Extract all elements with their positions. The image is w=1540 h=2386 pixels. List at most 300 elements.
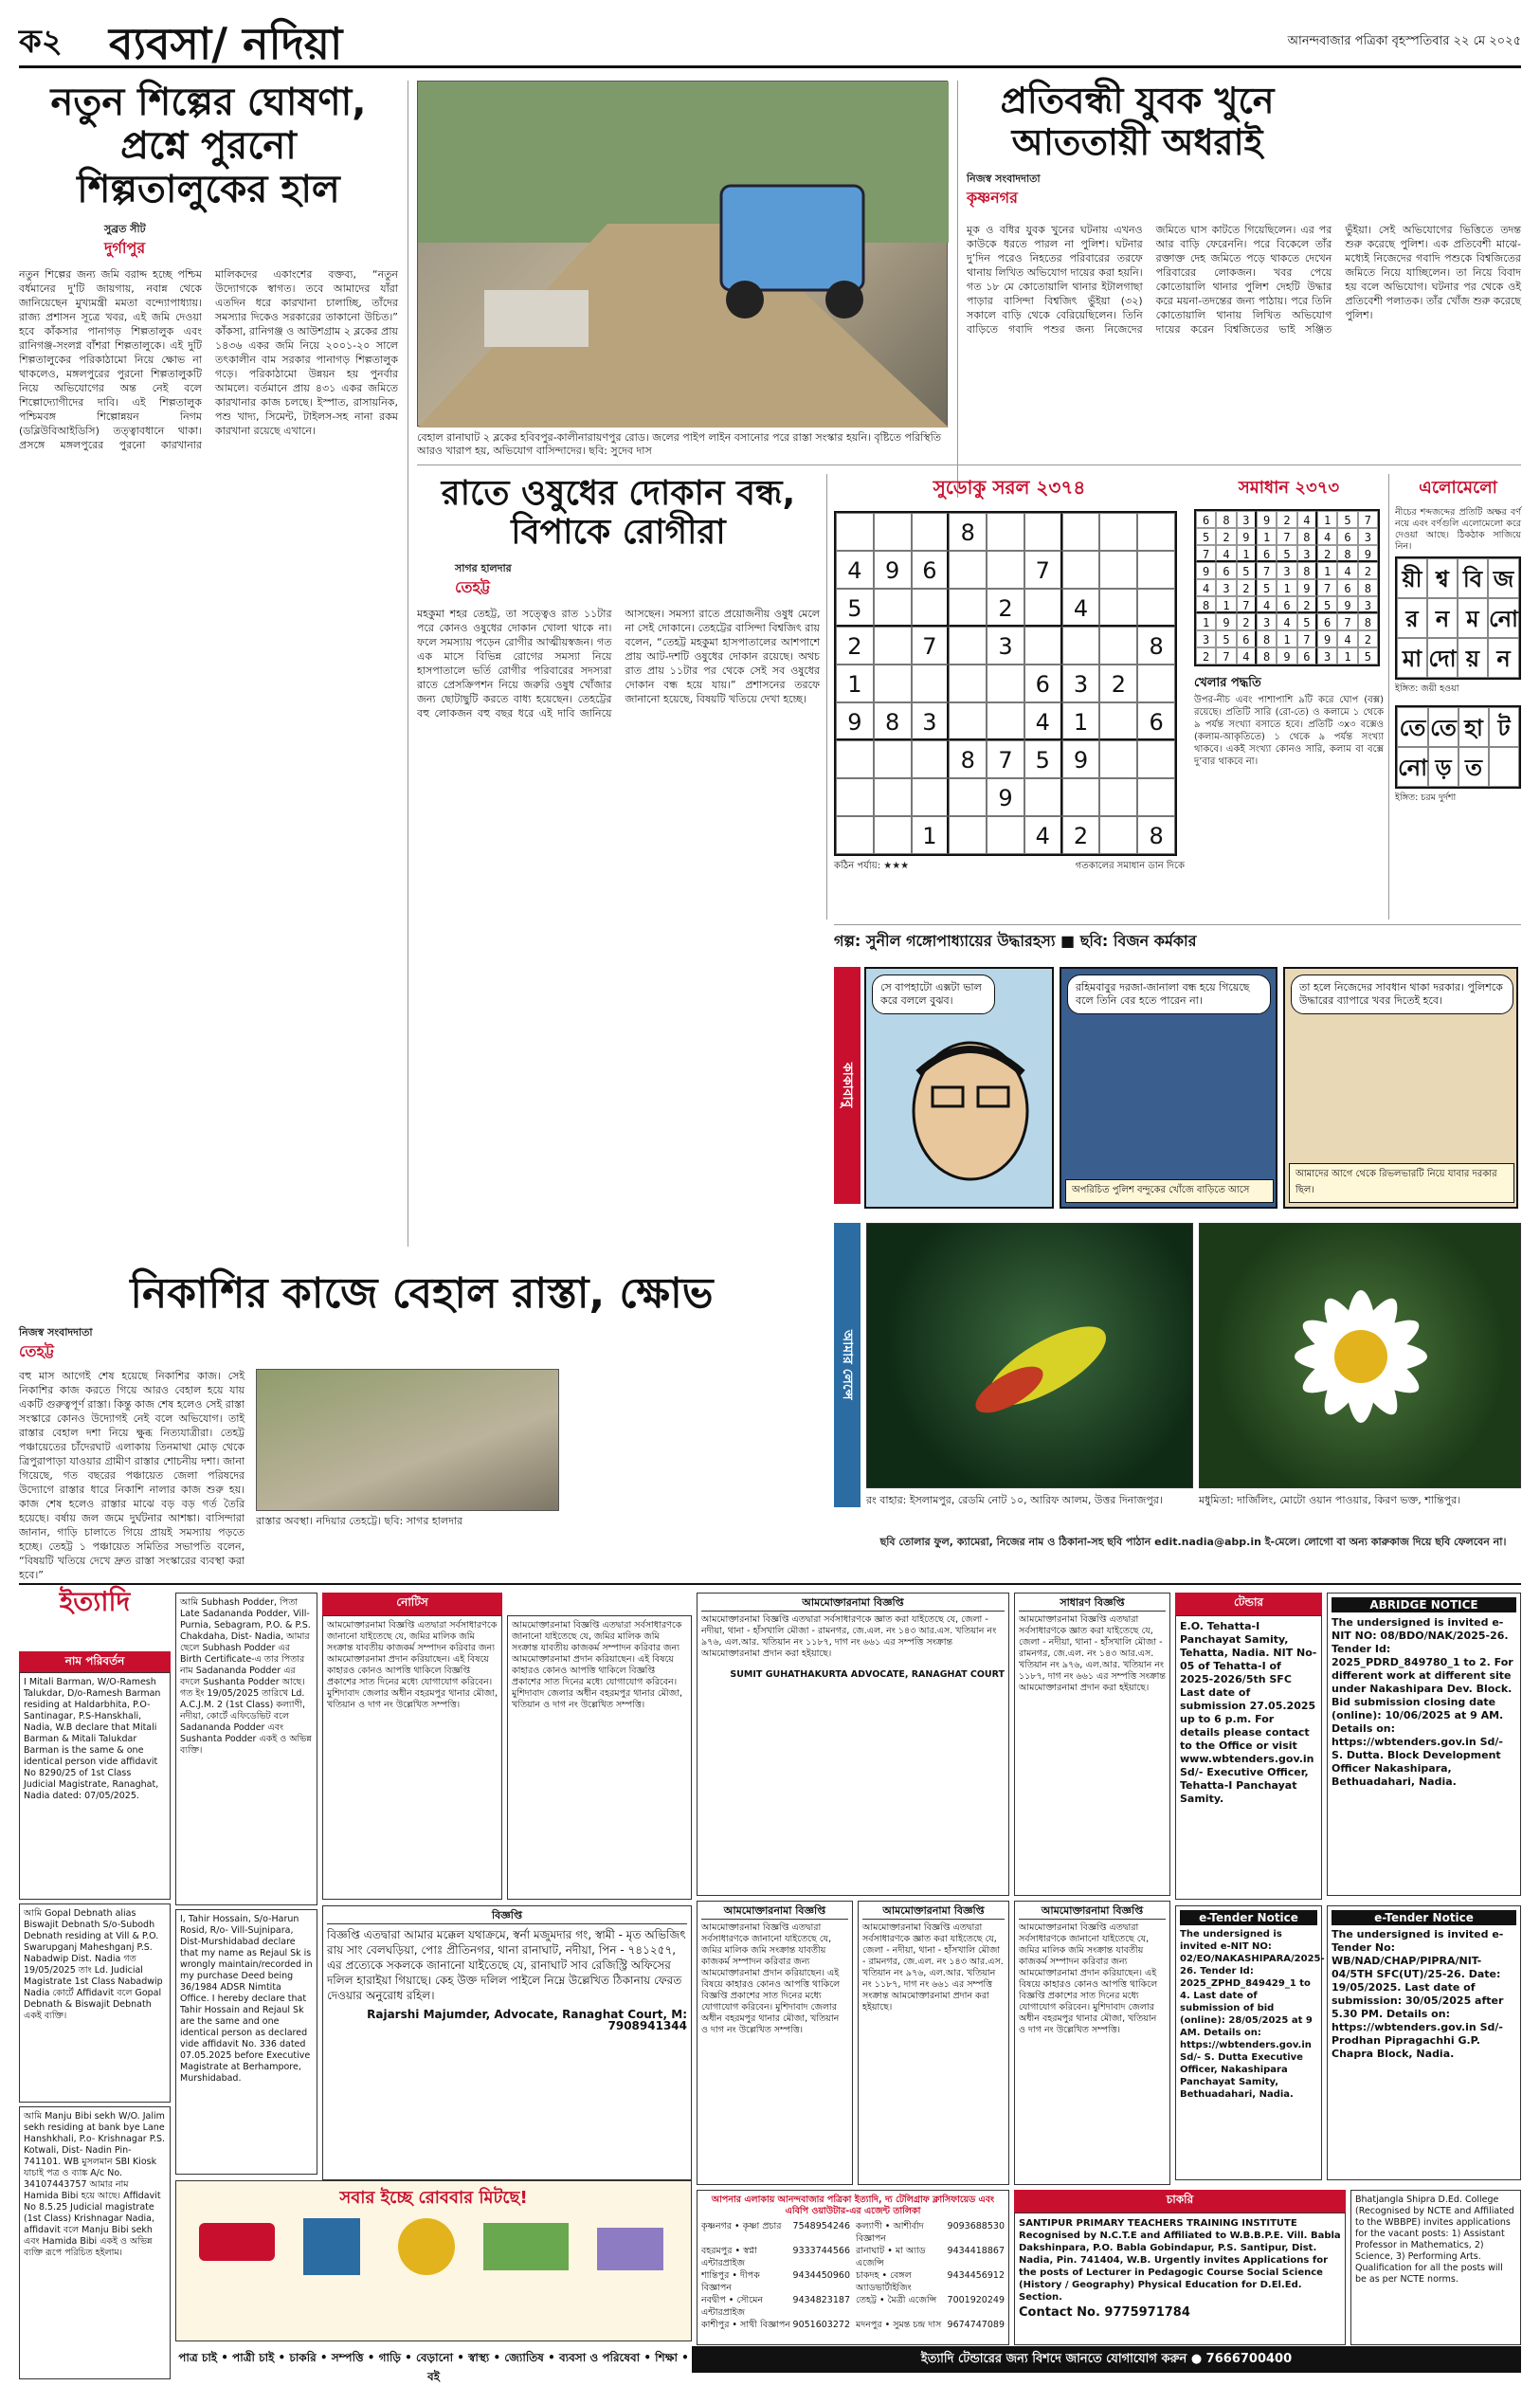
- solution-cell: 1: [1216, 596, 1236, 613]
- sudoku-cell[interactable]: 6: [912, 551, 950, 589]
- solution-cell: 8: [1216, 511, 1236, 528]
- notice-title: নোটিস: [322, 1593, 502, 1615]
- sudoku-cell[interactable]: 4: [1024, 816, 1062, 854]
- solution-cell: 4: [1317, 528, 1337, 545]
- solution-cell: 2: [1216, 528, 1236, 545]
- sudoku-cell[interactable]: 7: [912, 627, 950, 665]
- jumble-description: নীচের শব্দজব্দের প্রতিটি অক্ষর বর্ণ নয়ে এবং বর্ণগুলি এলোমেলো করে দেওয়া আছে। ঠিকঠাক সাজিয়ে নিন।: [1395, 507, 1521, 552]
- classifieds: [19, 1586, 1521, 2383]
- solution-cell: 7: [1337, 613, 1357, 630]
- solution-cell: 4: [1237, 647, 1257, 665]
- story-new-industry: [19, 81, 398, 1247]
- sudoku-cell[interactable]: [987, 665, 1024, 702]
- solution-cell: 6: [1257, 545, 1277, 562]
- sudoku-cell[interactable]: [1024, 589, 1062, 627]
- sudoku-cell[interactable]: [949, 551, 987, 589]
- sudoku-cell[interactable]: [987, 702, 1024, 740]
- jumble-cell[interactable]: ট: [1489, 707, 1519, 747]
- story-body-part2: [571, 1369, 824, 1568]
- sudoku-cell[interactable]: [1062, 778, 1100, 816]
- sudoku-cell[interactable]: [1099, 627, 1137, 665]
- photo-caption-2: মধুমিতা: দার্জিলিং, মোটো ওয়ান পাওয়ার, কিরণ ভক্ত, শান্তিপুর।: [1199, 1494, 1461, 1506]
- solution-cell: 6: [1317, 613, 1337, 630]
- solution-cell: 7: [1257, 562, 1277, 579]
- story-road-damage: [19, 1269, 824, 1581]
- sudoku-cell[interactable]: [949, 627, 987, 665]
- section-title: ব্যবসা/ নদিয়া: [109, 18, 343, 69]
- sudoku-cell[interactable]: [912, 665, 950, 702]
- jumble-cell[interactable]: য়ী: [1397, 558, 1427, 598]
- jumble-cell[interactable]: জ: [1488, 558, 1519, 598]
- solution-cell: 4: [1337, 562, 1357, 579]
- solution-cell: 7: [1237, 596, 1257, 613]
- sudoku-grid[interactable]: [834, 511, 1177, 856]
- solution-cell: 5: [1277, 545, 1296, 562]
- ad-title: আমমোক্তারনামা বিজ্ঞপ্তি: [701, 1905, 848, 1920]
- ad-name-change-4: আমি Subhash Podder, পিতা Late Sadananda Podder, Vill- Purnia, Sebagram, P.O. & P.S. Chakdaha, Dist- Nadia, আমার ছেলে Subhash Podder এর Birth Certificate-এ তার পিতার নাম Sadananda Podder এর বদলে Sushanta Podder আছে। গত ইং 19/05/2025 তারিখে Ld. A.C.J.M. 2 (1st Class) কল্যাণী, নদীয়া, কোর্টে এফিডেভিট বলে Sadananda Podder এবং Sushanta Podder একই ও অভিন্ন ব্যক্তি।: [175, 1593, 317, 1905]
- road-photo-block: [256, 1369, 559, 1568]
- ad-etender-notice: [1175, 1905, 1325, 2180]
- agent-area: নবদ্বীপ • সৌমেন এন্টারপ্রাইজ: [701, 2295, 764, 2318]
- agent-entry: [856, 2245, 1005, 2269]
- comic-panel-1: [864, 967, 1054, 1209]
- promo-sunday: [175, 2180, 692, 2341]
- solution-cell: 8: [1337, 545, 1357, 562]
- agent-phone: 9051603272: [792, 2320, 850, 2330]
- sudoku-title: সুডোকু সরল ২৩৭৪: [933, 476, 1086, 499]
- comic-side-label: কাকাবাবু: [834, 967, 861, 1204]
- solution-cell: 9: [1317, 630, 1337, 647]
- jumble-cell[interactable]: ন: [1488, 638, 1519, 678]
- jumble-cell[interactable]: র: [1397, 598, 1427, 638]
- ad-title: আমমোক্তারনামা বিজ্ঞপ্তি: [701, 1597, 1005, 1612]
- sudoku-cell[interactable]: [912, 513, 950, 551]
- solution-grid: [1194, 509, 1380, 666]
- ad-title: আমমোক্তারনামা বিজ্ঞপ্তি: [862, 1905, 1005, 1920]
- story-headline: প্রতিবন্ধী যুবক খুনে আততায়ী অধরাই: [1000, 80, 1275, 163]
- sudoku-cell[interactable]: [1099, 589, 1137, 627]
- sudoku-cell[interactable]: [912, 778, 950, 816]
- solution-cell: 2: [1237, 579, 1257, 596]
- agent-entry: [856, 2294, 1005, 2319]
- sudoku-cell[interactable]: 9: [987, 778, 1024, 816]
- solution-cell: 3: [1216, 579, 1236, 596]
- ad-text: The undersigned is invited e-NIT NO: 08/BDO/NAK/2025-26. Tender Id: 2025_PDRD_849780_1 to 2. For different work at different site under Nakashipara Dev. Block. Bid submission closing date (online): 10/06/2025 at 9 AM. Details on: https://wbtenders.gov.in Sd/- S. Dutta. Block Development Officer Nakashipara, Bethuadahari, Nadia.: [1332, 1616, 1513, 1788]
- ad-abridge-notice-1: [1327, 1593, 1521, 1896]
- sudoku-cell[interactable]: 4: [1024, 702, 1062, 740]
- ad-title: আমমোক্তারনামা বিজ্ঞপ্তি: [1019, 1905, 1166, 1920]
- solution-cell: 2: [1358, 630, 1378, 647]
- sudoku-cell[interactable]: [949, 816, 987, 854]
- sudoku-section: [834, 474, 1185, 920]
- jumble-cell[interactable]: [1489, 747, 1519, 787]
- sudoku-cell[interactable]: 7: [987, 740, 1024, 778]
- sudoku-cell[interactable]: [1099, 816, 1137, 854]
- story-byline: নিজস্ব সংবাদদাতা: [19, 1325, 93, 1339]
- sudoku-cell[interactable]: [874, 627, 912, 665]
- sudoku-cell[interactable]: 9: [1062, 740, 1100, 778]
- sudoku-footnote: গতকালের সমাধান ডান দিকে: [1075, 861, 1185, 871]
- sudoku-cell[interactable]: 2: [836, 627, 874, 665]
- solution-cell: 6: [1297, 647, 1317, 665]
- story-byline: সুব্রত সীট: [104, 223, 146, 235]
- agent-phone: 9093688530: [947, 2221, 1005, 2231]
- solution-cell: 3: [1257, 613, 1277, 630]
- promo-heading: সবার ইচ্ছে রোববার মিটছে!: [339, 2188, 528, 2208]
- page-header: [19, 11, 1521, 68]
- sudoku-cell[interactable]: [1099, 551, 1137, 589]
- solution-cell: 8: [1297, 562, 1317, 579]
- agent-area: বহরমপুর • স্বপ্না এন্টারপ্রাইজ: [701, 2246, 757, 2268]
- solution-cell: 4: [1277, 613, 1296, 630]
- solution-cell: 7: [1277, 528, 1296, 545]
- ad-text: আমমোক্তারনামা বিজ্ঞপ্তি এতদ্বারা সর্বসাধারণকে জ্ঞাত করা যাইতেছে যে, জেলা - নদীয়া, থানা - হাঁসখালি মৌজা - রামনগর, জে.এল. নং ১৪৩ আর.এস. খতিয়ান নং ৯৭৬, এল.আর. খতিয়ান নং ১১৮৭, দাগ নং ৬৬১ এর সম্পত্তি সংক্রান্ত আমমোক্তারনামা প্রদান করা হইয়াছে।: [862, 1922, 1004, 2013]
- ad-etender-pipragachhi: [1327, 1905, 1521, 2180]
- solution-cell: 8: [1257, 647, 1277, 665]
- solution-cell: 3: [1196, 630, 1216, 647]
- ityadi-logo: ইত্যাদি: [59, 1586, 131, 1617]
- sudoku-cell[interactable]: [874, 589, 912, 627]
- sudoku-cell[interactable]: [836, 778, 874, 816]
- sudoku-cell[interactable]: [1062, 551, 1100, 589]
- ad-text: আমমোক্তারনামা বিজ্ঞপ্তি এতদ্বারা সর্বসাধারণকে জানানো যাইতেছে যে, জমির মালিক জমি সংক্রান্ত যাবতীয় কাজকর্ম সম্পাদন করিবার জন্য আমমোক্তারনামা প্রদান করিয়াছেন। এই বিষয়ে কাহারও কোনও আপত্তি থাকিলে বিজ্ঞপ্তি প্রকাশের সাত দিনের মধ্যে যোগাযোগ করিবেন। মুশিদাবাদ জেলার অধীন বহরমপুর থানার মৌজা, খতিয়ান ও দাগ নং উল্লেখিত সম্পত্তি।: [1019, 1922, 1158, 2035]
- ad-public-notice: [1014, 1593, 1170, 1896]
- sudoku-cell[interactable]: [912, 740, 950, 778]
- sudoku-cell[interactable]: [987, 816, 1024, 854]
- story-body: মূক ও বধির যুবক খুনের ঘটনায় এখনও কাউকে ধরতে পারল না পুলিশ। ঘটনার দু’দিন পরেও নিহতের পরিবারের তরফে থানায় লিখিত অভিযোগ দায়ের করা হয়নি। গত ১৮ মে কোতোয়ালি থানার ইটালগাছা পাড়ার বাসিন্দা বিশ্বজিৎ ভুঁইয়া (৩২) সকালে বাড়ি থেকে বেরিয়েছিলেন। তিনি বাড়িতে গবাদি পশুর জন্য নিজেদের জমিতে ঘাস কাটতে গিয়েছিলেন। এর পর আর বাড়ি ফেরেননি। পরে বিকেলে তাঁর রক্তাক্ত দেহ জমিতে পড়ে থাকতে দেখেন পরিবারের লোকজন। খবর পেয়ে কোতোয়ালি থানার পুলিশ দেহটি উদ্ধার করে ময়না-তদন্তের জন্য পাঠায়। পরে তিনি কোতোয়ালি থানায় লিখিত অভিযোগ দায়ের করেন বিশ্বজিতের ভাই সঞ্জিত ভুঁইয়া। সেই অভিযোগের ভিত্তিতে তদন্ত শুরু করেছে পুলিশ। এক প্রতিবেশী মাঝে-মধ্যেই নিজেদের গবাদি পশুকে বিশ্বজিতের জমিতে নিয়ে যাচ্ছিলেন। তা নিয়ে বিবাদ হয় বলে অভিযোগ। ঘটনার পর থেকে ওই প্রতিবেশী পলাতক। তাঁর খোঁজ শুরু করেছে পুলিশ।: [967, 224, 1521, 337]
- solution-cell: 5: [1216, 630, 1236, 647]
- sudoku-cell[interactable]: 6: [1024, 665, 1062, 702]
- story-headline: নিকাশির কাজে বেহাল রাস্তা, ক্ষোভ: [130, 1269, 714, 1318]
- solution-cell: 8: [1358, 579, 1378, 596]
- sudoku-cell[interactable]: [1099, 740, 1137, 778]
- photo-insect: [866, 1223, 1193, 1488]
- sudoku-cell[interactable]: 1: [1062, 702, 1100, 740]
- jumble-grid-1[interactable]: [1395, 556, 1521, 680]
- story-pharmacy-closed: [417, 474, 820, 920]
- speech-bubble-2: রহিমবাবুর দরজা-জানালা বন্ধ হয়ে গিয়েছে বলে তিনি বের হতে পারেন না।: [1067, 974, 1271, 1014]
- sudoku-cell[interactable]: 4: [836, 551, 874, 589]
- comic-panel-2: [1060, 967, 1277, 1209]
- sudoku-cell[interactable]: 8: [949, 513, 987, 551]
- agent-area: কৃষ্ণনগর • কৃষ্ণা প্রচার: [701, 2221, 782, 2231]
- sudoku-cell[interactable]: [836, 816, 874, 854]
- solution-cell: 9: [1257, 511, 1277, 528]
- sudoku-cell[interactable]: [874, 816, 912, 854]
- solution-cell: 6: [1237, 630, 1257, 647]
- solution-cell: 1: [1196, 613, 1216, 630]
- solution-cell: 1: [1277, 579, 1296, 596]
- ad-signature: Rajarshi Majumder, Advocate, Ranaghat Court, M: 7908941344: [367, 2008, 687, 2032]
- sudoku-rating: কঠিন পর্যায়: ★★★: [834, 861, 910, 871]
- solution-cell: 9: [1358, 545, 1378, 562]
- jumble-cell[interactable]: য়: [1458, 638, 1488, 678]
- agent-phone: 9434823187: [792, 2295, 850, 2305]
- solution-cell: 4: [1196, 579, 1216, 596]
- sudoku-cell[interactable]: 7: [1024, 551, 1062, 589]
- photo-caption: রাস্তার অবস্থা। নদিয়ার তেহট্টে। ছবি: সাগর হালদার: [256, 1514, 463, 1527]
- ad-power-of-attorney-1: আমমোক্তারনামা বিজ্ঞপ্তি এতদ্বারা সর্বসাধারণকে জানানো যাইতেছে যে, জমির মালিক জমি সংক্রান্ত যাবতীয় কাজকর্ম সম্পাদন করিবার জন্য আমমোক্তারনামা প্রদান করিয়াছেন। এই বিষয়ে কাহারও কোনও আপত্তি থাকিলে বিজ্ঞপ্তি প্রকাশের সাত দিনের মধ্যে যোগাযোগ করিবেন। মুশিদাবাদ জেলার অধীন বহরমপুর থানার মৌজা, খতিয়ান ও দাগ নং উল্লেখিত সম্পত্তি।: [322, 1615, 502, 1900]
- solution-cell: 9: [1337, 596, 1357, 613]
- sudoku-cell[interactable]: [1137, 740, 1175, 778]
- sudoku-cell[interactable]: [874, 778, 912, 816]
- categories-strip: পাত্র চাই • পাত্রী চাই • চাকরি • সম্পত্তি • গাড়ি • বেড়ানো • স্বাস্থ্য • জ্যোতিষ • ব্যবসা ও পরিষেবা • শিক্ষা • বই: [178, 2351, 689, 2383]
- sudoku-cell[interactable]: [1099, 778, 1137, 816]
- sudoku-cell[interactable]: [1137, 778, 1175, 816]
- sudoku-cell[interactable]: 1: [836, 665, 874, 702]
- ad-title: e-Tender Notice: [1332, 1910, 1516, 1925]
- solution-cell: 6: [1196, 511, 1216, 528]
- solution-cell: 1: [1237, 545, 1257, 562]
- sudoku-cell[interactable]: [1099, 702, 1137, 740]
- jumble-cell[interactable]: মা: [1397, 638, 1427, 678]
- flower-illustration: [1200, 1224, 1522, 1489]
- agent-entry: [701, 2220, 850, 2245]
- jumble-hint-1: ইঙ্গিত: জয়ী হওয়া: [1395, 683, 1459, 694]
- ad-contact: Contact No. 9775971784: [1019, 2305, 1190, 2320]
- ad-job-bhatjangla: Bhatjangla Shipra D.Ed. College (Recognised by NCTE and Affiliated to the WBBPE) invites applications for the vacant posts: 1) Assistant Professor in Mathematics, 2) Science, 3) Performing Arts. Qualification for all the posts will be as per NCTE norms.: [1350, 2190, 1521, 2345]
- reader-photos: [834, 1223, 1521, 1574]
- sudoku-cell[interactable]: [949, 589, 987, 627]
- solution-cell: 8: [1358, 613, 1378, 630]
- sudoku-cell[interactable]: [1062, 513, 1100, 551]
- jumble-cell[interactable]: তে: [1397, 707, 1428, 747]
- jumble-cell[interactable]: হা: [1458, 707, 1489, 747]
- sudoku-cell[interactable]: 3: [1062, 665, 1100, 702]
- sudoku-solution: [1194, 474, 1384, 920]
- sudoku-cell[interactable]: [1137, 513, 1175, 551]
- sudoku-cell[interactable]: [874, 740, 912, 778]
- sudoku-cell[interactable]: [1024, 627, 1062, 665]
- solution-cell: 6: [1277, 596, 1296, 613]
- sudoku-cell[interactable]: [1137, 665, 1175, 702]
- ad-power-of-attorney-1b: [507, 1615, 692, 1900]
- comic-strip: [834, 929, 1521, 1213]
- ad-text: The undersigned is invited e-Tender No: WB/NAD/CHAP/PIPRA/NIT-04/5TH SFC(UT)/25-26. Date: 19/05/2025. Last date of submission: 30/05/2025 after 5.30 PM. Details on: https://wbtenders.gov.in Sd/- Prodhan Pipragachhi G.P. Chapra Block, Nadia.: [1332, 1928, 1504, 2060]
- solution-cell: 4: [1257, 596, 1277, 613]
- solution-cell: 5: [1237, 562, 1257, 579]
- solution-cell: 2: [1358, 562, 1378, 579]
- jumble-grid-2[interactable]: [1395, 705, 1521, 789]
- comic-title: গল্প: সুনীল গঙ্গোপাধ্যায়ের উদ্ধারহস্য ■ ছবি: বিজন কর্মকার: [834, 932, 1197, 950]
- solution-cell: 7: [1216, 647, 1236, 665]
- solution-cell: 2: [1196, 647, 1216, 665]
- ad-tender-tehatta: E.O. Tehatta-I Panchayat Samity, Tehatta, Nadia. NIT No- 05 of Tehatta-I of 2025-2026/5th SFC Last date of submission 27.05.2025 up to 6 p.m. For details please contact to the Office or visit www.wbtenders.gov.in Sd/- Executive Officer, Tehatta-I Panchayat Samity.: [1175, 1615, 1322, 1900]
- story-dateline: তেহট্ট: [455, 577, 490, 596]
- ad-title: e-Tender Notice: [1180, 1910, 1317, 1925]
- story-dateline: দুর্গাপুর: [104, 239, 146, 257]
- jumble-cell[interactable]: তে: [1428, 707, 1458, 747]
- jumble-cell[interactable]: ত: [1458, 747, 1489, 787]
- sudoku-cell[interactable]: 8: [874, 702, 912, 740]
- rules-text: উপর-নীচ এবং পাশাপাশি ৯টি করে ঘোপ (বক্স) রয়েছে। প্রতিটি সারি (রো-তে) ও কলামে ১ থেকে ৯ পর্যন্ত সংখ্যা বসাতে হবে। প্রতিটি ৩x৩ বক্সেও (কলাম-আকৃতিতে) ১ থেকে ৯ পর্যন্ত সংখ্যা থাকবে। একই সংখ্যা কোনও সারি, কলাম বা বক্সে দু’বার থাকবে না।: [1194, 695, 1384, 767]
- sudoku-cell[interactable]: [949, 665, 987, 702]
- agent-entry: [856, 2269, 1005, 2294]
- solution-cell: 9: [1237, 528, 1257, 545]
- sudoku-cell[interactable]: 3: [912, 702, 950, 740]
- sudoku-cell[interactable]: [1024, 513, 1062, 551]
- solution-cell: 5: [1196, 528, 1216, 545]
- jumble-cell[interactable]: ন: [1427, 598, 1458, 638]
- word-jumble: [1395, 474, 1521, 920]
- sudoku-cell[interactable]: 8: [1137, 627, 1175, 665]
- solution-cell: 7: [1358, 511, 1378, 528]
- story-headline: নতুন শিল্পের ঘোষণা, প্রশ্নে পুরনো শিল্পতালুকের হাল: [50, 81, 367, 211]
- story-body-part1: বহু মাস আগেই শেষ হয়েছে নিকাশির কাজ। সেই নিকাশির কাজ করতে গিয়ে আরও বেহাল হয়ে যায় একটি গুরুত্বপূর্ণ রাস্তা। কিন্তু কাজ শেষ হলেও সেই রাস্তা সংস্কারে কোনও উদ্যোগই নেই বলে অভিযোগ। তাই রাস্তার বেহাল দশা নিয়ে ক্ষুব্ধ নিত্যযাত্রীরা। তেহট্ট পঞ্চায়েতের চাঁদেরঘাট এলাকায় তিনমাথা মোড় থেকে ত্রিপুরাপাড়া যাওয়ার গ্রামীণ রাস্তার শোচনীয় দশা। জানা গিয়েছে, গত বছরের পঞ্চায়েত জেলা পরিষদের উদ্যোগে রাস্তার ধারে নিকাশি নালার কাজ শুরু হয়। কাজ শেষ হলেও রাস্তার মাঝে বড় বড় গর্ত তৈরি হয়েছে। বর্ষায় জল জমে দুর্ঘটনার আশঙ্কা। বাসিন্দারা জানান, গাড়ি চালাতে গিয়ে প্রায়ই সমস্যায় পড়তে হচ্ছে। তেহট্ট ১ পঞ্চায়েত সমিতির সভাপতি বলেন, “বিষয়টি খতিয়ে দেখে দ্রুত রাস্তা সংস্কারের ব্যবস্থা করা হবে।”: [19, 1369, 245, 1581]
- sudoku-cell[interactable]: [1024, 778, 1062, 816]
- sudoku-cell[interactable]: [949, 778, 987, 816]
- solution-cell: 7: [1317, 579, 1337, 596]
- solution-cell: 8: [1297, 528, 1317, 545]
- sudoku-cell[interactable]: 9: [874, 551, 912, 589]
- jumble-cell[interactable]: নো: [1397, 747, 1428, 787]
- photo-broken-road: [417, 81, 948, 427]
- solution-cell: 3: [1237, 511, 1257, 528]
- sudoku-cell[interactable]: 5: [836, 589, 874, 627]
- ad-text: আমমোক্তারনামা বিজ্ঞপ্তি এতদ্বারা সর্বসাধারণকে জ্ঞাত করা যাইতেছে যে, জেলা - নদীয়া, থানা - হাঁসখালি মৌজা - রামনগর, জে.এল. নং ১৪৩ আর.এস. খতিয়ান নং ৯৭৬, এল.আর. খতিয়ান নং ১১৮৭, দাগ নং ৬৬১ এর সম্পত্তি সংক্রান্ত আমমোক্তারনামা প্রদান করা হইয়াছে।: [1019, 1614, 1166, 1693]
- comic-panel-3: [1283, 967, 1518, 1209]
- sudoku-cell[interactable]: [912, 589, 950, 627]
- sudoku-cell[interactable]: 2: [987, 589, 1024, 627]
- agent-area: শান্তিপুর • দীপক বিজ্ঞাপন: [701, 2270, 760, 2293]
- solution-cell: 1: [1337, 647, 1357, 665]
- agent-entry: [701, 2245, 850, 2269]
- sudoku-cell[interactable]: [836, 513, 874, 551]
- ad-text: আমমোক্তারনামা বিজ্ঞপ্তি এতদ্বারা সর্বসাধারণকে জ্ঞাত করা যাইতেছে যে, জেলা - নদীয়া, থানা - হাঁসখালি মৌজা - রামনগর, জে.এল. নং ১৪৩ আর.এস. খতিয়ান নং ৯৭৬, এল.আর. খতিয়ান নং ১১৮৭, দাগ নং ৬৬১ এর সম্পত্তি সংক্রান্ত আমমোক্তারনামা প্রদান করা হইয়াছে।: [701, 1614, 997, 1659]
- panel-caption-1: অপরিচিত পুলিশ বন্দুকের খোঁজে বাড়িতে আসে: [1065, 1179, 1274, 1203]
- agent-area: তেহট্ট • মৈত্রী এজেন্সি: [856, 2295, 937, 2305]
- solution-cell: 5: [1257, 579, 1277, 596]
- agent-phone: 9674747089: [947, 2320, 1005, 2330]
- ad-job-santipur: [1014, 2213, 1346, 2345]
- agent-area: রানাঘাট • মা অ্যাড এজেন্সি: [856, 2246, 926, 2268]
- ad-name-change-2: আমি Gopal Debnath alias Biswajit Debnath S/o-Subodh Debnath residing at Vill & P.O. Swarupganj Maheshganj P.S. Nabadwip Dist. Nadia গত 19/05/2025 তাং Ld. Judicial Magistrate 1st Class Nabadwip Nadia কোর্টে Affidavit বলে Gopal Debnath & Biswajit Debnath একই ব্যক্তি।: [19, 1903, 171, 2103]
- ad-text: আমমোক্তারনামা বিজ্ঞপ্তি এতদ্বারা সর্বসাধারণকে জানানো যাইতেছে যে, জমির মালিক জমি সংক্রান্ত যাবতীয় কাজকর্ম সম্পাদন করিবার জন্য আমমোক্তারনামা প্রদান করিয়াছেন। এই বিষয়ে কাহারও কোনও আপত্তি থাকিলে বিজ্ঞপ্তি প্রকাশের সাত দিনের মধ্যে যোগাযোগ করিবেন। মুশিদাবাদ জেলার অধীন বহরমপুর থানার মৌজা, খতিয়ান ও দাগ নং উল্লেখিত সম্পত্তি।: [512, 1620, 682, 1710]
- paper-date: আনন্দবাজার পত্রিকা বৃহস্পতিবার ২২ মে ২০২৫: [1287, 34, 1521, 48]
- solution-cell: 5: [1317, 596, 1337, 613]
- agent-area: মদনপুর • সুমন্ত চন্দ্র দাস: [856, 2320, 942, 2330]
- solution-cell: 5: [1337, 511, 1357, 528]
- agent-area: কাশীপুর • সাথী বিজ্ঞাপন: [701, 2320, 790, 2330]
- solution-cell: 6: [1337, 528, 1357, 545]
- story-body: নতুন শিল্পের জন্য জমি বরাদ্দ হচ্ছে পশ্চিম বর্ধমানের দু'টি জায়গায়, নবান্ন থেকে জানিয়েছেন মুখ্যমন্ত্রী মমতা বন্দ্যোপাধ্যায়। রাজ্য প্রশাসন সূত্রে খবর, এই জমি দেওয়া হবে কাঁকসার পানাগড় শিল্পতালুক এবং রানিগঞ্জ-সংলগ্ন বাঁশরা শিল্পতালুকে। এই দুটি শিল্পতালুকের পরিকাঠামো নিয়ে ক্ষোভ না থাকলেও, মঙ্গলপুরের পুরনো শিল্পতালুকটি নিয়ে অভিযোগের অন্ত নেই বলে শিল্পোদ্যোগীদের দাবি। এই শিল্পতালুক পশ্চিমবঙ্গ শিল্পোন্নয়ন নিগম (ডব্লিউবিআইডিসি) তত্ত্বাবধানে থাকা। প্রসঙ্গে মঙ্গলপুরের পুরনো কারখানার মালিকদের একাংশের বক্তব্য, “নতুন উদ্যোগকে স্বাগত। তবে আমাদের যাঁরা এতদিন ধরে কারখানা চালাচ্ছি, তাঁদের সমস্যার দিকেও সরকারের তাকানো উচিত।” কাঁকসা, রানিগঞ্জ ও আউশগ্রাম ২ ব্লকের প্রায় ১৪৩৬ একর জমি নিয়ে ২০০১-২০ সালে তৎকালীন বাম সরকার পানাগড় শিল্পতালুক গড়ে। পরিকাঠামো উন্নয়ন হয় পুনর্বার আমলে। বর্তমানে প্রায় ৪৩১ একর জমিতে কারখানার কাজ চলছে। ইস্পাত, রাসায়নিক, পশু খাদ্য, সিমেন্ট, টাইলস-সহ নানা রকম কারখানা রয়েছে এখানে।: [19, 268, 398, 451]
- agent-phone: 9434450960: [792, 2270, 850, 2281]
- solution-cell: 2: [1317, 545, 1337, 562]
- ad-power-of-attorney-3: [697, 1901, 853, 2185]
- tender-title: টেন্ডার: [1175, 1593, 1322, 1615]
- story-disabled-youth-murder: [967, 81, 1521, 502]
- footer-contact-bar: ইত্যাদি টেন্ডারের জন্য বিশদে জানতে যোগাযোগ করুন ● 7666700400: [692, 2346, 1521, 2373]
- photo-submission-footer: ছবি তোলার ফুল, ক্যামেরা, নিজের নাম ও ঠিকানা-সহ ছবি পাঠান edit.nadia@abp.in ই-মেলে। লোগো বা অন্য কারুকাজ দিয়ে ছবি ফেলবেন না।: [879, 1536, 1507, 1548]
- panel-caption-2: আমাদের আগে থেকে রিভলভারটি নিয়ে যাবার দরকার ছিল।: [1289, 1163, 1514, 1203]
- agent-phone: 7001920249: [947, 2295, 1005, 2305]
- solution-cell: 3: [1297, 545, 1317, 562]
- sudoku-cell[interactable]: [1099, 513, 1137, 551]
- insect-illustration: [867, 1224, 1194, 1489]
- jumble-title: এলোমেলো: [1419, 478, 1497, 498]
- story-byline: নিজস্ব সংবাদদাতা: [967, 173, 1041, 186]
- solution-cell: 2: [1277, 511, 1296, 528]
- solution-cell: 8: [1257, 630, 1277, 647]
- sudoku-cell[interactable]: 1: [912, 816, 950, 854]
- sudoku-cell[interactable]: 8: [1137, 816, 1175, 854]
- ad-title: সাধারণ বিজ্ঞপ্তি: [1019, 1597, 1166, 1612]
- sudoku-cell[interactable]: 4: [1062, 589, 1100, 627]
- agents-title: আপনার এলাকায় আনন্দবাজার পত্রিকা ইত্যাদি, দ্য টেলিগ্রাফ ক্লাসিফায়েড এবং এবিপি ওয়াউটার-এর এজেন্ট তালিকা: [711, 2195, 995, 2216]
- photo-caption-1: রং বাহার: ইসলামপুর, রেডমি নোট ১০, আরিফ আলম, উত্তর দিনাজপুর।: [866, 1494, 1163, 1506]
- sudoku-cell[interactable]: [874, 665, 912, 702]
- jumble-cell[interactable]: দো: [1427, 638, 1458, 678]
- sudoku-cell[interactable]: [836, 740, 874, 778]
- agent-area: চাকদহ • বেঙ্গল অ্যাডভার্টাইজিং: [856, 2270, 912, 2293]
- jumble-cell[interactable]: বি: [1458, 558, 1488, 598]
- agent-area: কল্যাণী • আশীর্বাদ বিজ্ঞাপন: [856, 2221, 924, 2244]
- speech-bubble-3: তা হলে নিজেদের সাবধান থাকা দরকার। পুলিশকে উদ্ধারের ব্যাপারে খবর দিতেই হবে।: [1291, 974, 1513, 1014]
- page-number: ক২: [19, 23, 63, 61]
- sudoku-cell[interactable]: [987, 551, 1024, 589]
- ad-title: বিজ্ঞপ্তি: [327, 1910, 687, 1924]
- solution-cell: 3: [1317, 647, 1337, 665]
- sudoku-cell[interactable]: 8: [949, 740, 987, 778]
- sudoku-cell[interactable]: 3: [987, 627, 1024, 665]
- sudoku-cell[interactable]: [1137, 551, 1175, 589]
- ad-text: SANTIPUR PRIMARY TEACHERS TRAINING INSTITUTE Recognised by N.C.T.E and Affiliated to W.B.B.P.E. Vill. Babla Dakshinpara, P.O. Babla Gobindapur, P.S. Santipur, Dist. Nadia, Pin. 741404, W.B. Urgently invites Applications for the posts of Lecturer in Pedagogic Course Social Science (History / Geography) Physical Education for D.El.Ed. Section.: [1019, 2218, 1341, 2303]
- solution-cell: 9: [1196, 562, 1216, 579]
- solution-cell: 4: [1297, 511, 1317, 528]
- story-dateline: তেহট্ট: [19, 1341, 54, 1360]
- solution-cell: 1: [1277, 630, 1296, 647]
- sudoku-cell[interactable]: [1137, 589, 1175, 627]
- solution-cell: 1: [1317, 562, 1337, 579]
- story-body: মহকুমা শহর তেহট্ট, তা সত্ত্বেও রাত ১১টার পরে কোনও ওষুধের দোকান খোলা থাকে না। ফলে সমস্যায় পড়েন রোগীর আত্মীয়স্বজন। গত এক মাসে বিভিন্ন রোগের সমস্যা নিয়ে হাসপাতালে ভর্তি রোগীর পরিবারের সদস্যরা রাতে প্রেসক্রিপশন নিয়ে জরুরি ওষুধ খোঁজার জন্য ছোটাছুটি করতে বাধ্য হয়েছেন। তেহট্টের বহু লোকজন বহু বছর ধরে এই দাবি জানিয়ে আসছেন। সমস্যা রাতে প্রয়োজনীয় ওষুধ মেলে না সেই দোকানে। তেহট্টের বাসিন্দা বিশ্বজিৎ রায় বলেন, “তেহট্ট মহকুমা হাসপাতালের আশপাশে প্রায় আট-দশটি ওষুধের দোকান রয়েছে। অথচ রাত প্রায় ১১টার পর থেকে সেই সব ওষুধের দোকান বন্ধ হয়ে যায়।” প্রশাসনের তরফে জানানো হয়েছে, বিষয়টি খতিয়ে দেখা হচ্ছে।: [417, 607, 820, 719]
- solution-cell: 9: [1297, 579, 1317, 596]
- sudoku-cell[interactable]: [987, 513, 1024, 551]
- agent-entry: [856, 2319, 1005, 2331]
- solution-cell: 6: [1337, 579, 1357, 596]
- sudoku-cell[interactable]: 2: [1062, 816, 1100, 854]
- solution-cell: 2: [1237, 613, 1257, 630]
- agent-phone: 9434418867: [947, 2246, 1005, 2256]
- photo-drain-road: [256, 1369, 559, 1511]
- jumble-cell[interactable]: ম: [1458, 598, 1488, 638]
- sudoku-cell[interactable]: 9: [836, 702, 874, 740]
- solution-cell: 1: [1257, 528, 1277, 545]
- sudoku-cell[interactable]: [1062, 627, 1100, 665]
- jumble-cell[interactable]: ড়: [1428, 747, 1458, 787]
- agent-entry: [856, 2220, 1005, 2245]
- lens-side-label: আমার লেন্সে: [834, 1223, 861, 1507]
- solution-cell: 6: [1216, 562, 1236, 579]
- ad-power-of-attorney-5: [1014, 1901, 1170, 2185]
- sudoku-cell[interactable]: 2: [1099, 665, 1137, 702]
- solution-title: সমাধান ২৩৭৩: [1238, 478, 1340, 498]
- ad-title: ABRIDGE NOTICE: [1332, 1597, 1516, 1612]
- agent-entry: [701, 2269, 850, 2294]
- sudoku-cell[interactable]: 5: [1024, 740, 1062, 778]
- jumble-cell[interactable]: শ্ব: [1427, 558, 1458, 598]
- sudoku-cell[interactable]: [874, 513, 912, 551]
- sudoku-cell[interactable]: 6: [1137, 702, 1175, 740]
- agent-entry: [701, 2294, 850, 2319]
- photo-flower: [1199, 1223, 1521, 1488]
- sudoku-cell[interactable]: [949, 702, 987, 740]
- ad-notice-lost-deed: [322, 1905, 692, 2180]
- solution-cell: 8: [1196, 596, 1216, 613]
- solution-cell: 3: [1277, 562, 1296, 579]
- solution-cell: 7: [1196, 545, 1216, 562]
- jumble-cell[interactable]: নো: [1488, 598, 1519, 638]
- ityadi-logo-box: [19, 1586, 171, 1649]
